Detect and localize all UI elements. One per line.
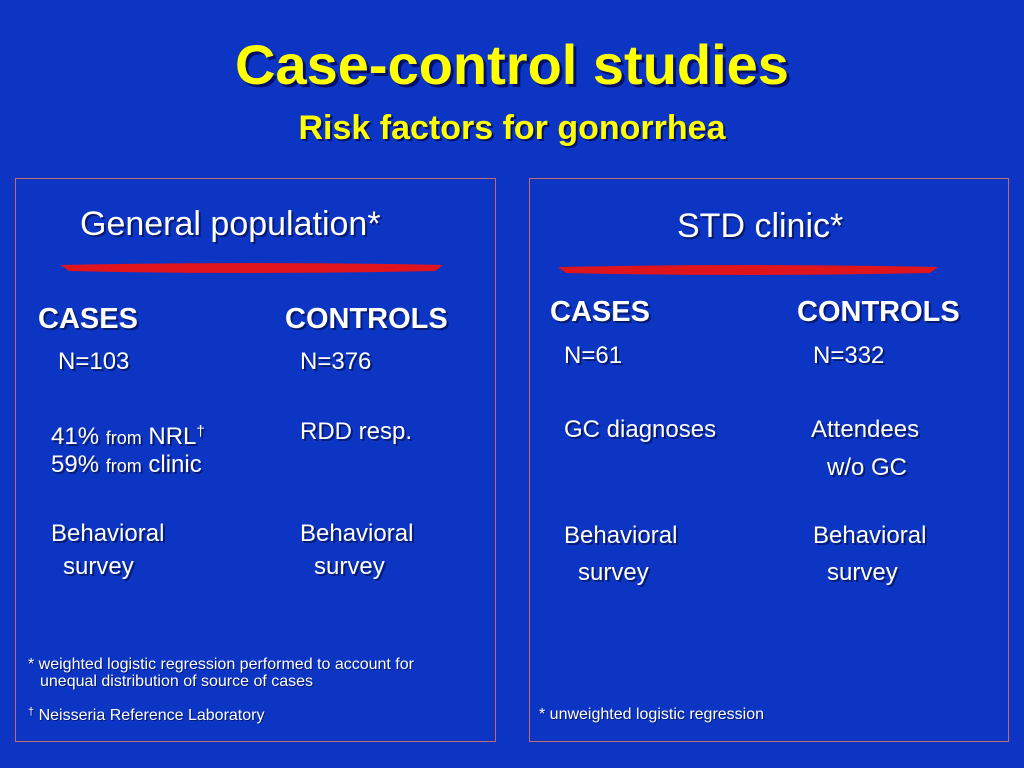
- footnote-weighted-line2: unequal distribution of source of cases: [40, 673, 314, 690]
- cases-source-nrl-name: NRL: [148, 423, 197, 450]
- controls-n: N=332: [813, 342, 885, 369]
- cases-source-clinic: [51, 448, 202, 483]
- cases-n: N=61: [564, 342, 623, 369]
- cases-method-line2: survey: [63, 553, 134, 580]
- controls-method-line1: Behavioral: [813, 522, 927, 549]
- slide-subtitle: Risk factors for gonorrhea: [298, 109, 726, 147]
- cases-source: GC diagnoses: [564, 416, 717, 443]
- footnote-weighted-line1: * weighted logistic regression performed to account for: [28, 656, 414, 673]
- cases-source-nrl-from: from: [105, 428, 142, 448]
- cases-method-line1: Behavioral: [564, 522, 678, 549]
- cases-source-clinic-pct: 59%: [51, 451, 100, 478]
- controls-header: CONTROLS: [285, 303, 448, 335]
- footnote-dagger: †: [28, 706, 35, 718]
- cases-n: N=103: [58, 348, 130, 375]
- cases-source-clinic-from: from: [105, 456, 142, 476]
- dagger-mark: †: [196, 423, 205, 440]
- controls-header: CONTROLS: [797, 296, 960, 328]
- cases-method-line2: survey: [578, 559, 649, 586]
- cases-source-clinic-name: clinic: [148, 451, 202, 478]
- std-clinic-panel: [529, 178, 1009, 742]
- cases-method-line1: Behavioral: [51, 520, 165, 547]
- heading-underline: [556, 263, 940, 277]
- controls-method-line2: survey: [827, 559, 898, 586]
- cases-header: CASES: [38, 303, 138, 335]
- panel-heading: General population*: [80, 205, 381, 243]
- footnote-nrl-text: Neisseria Reference Laboratory: [34, 707, 265, 724]
- footnote-unweighted: * unweighted logistic regression: [539, 706, 765, 723]
- controls-n: N=376: [300, 348, 372, 375]
- controls-source-line2: w/o GC: [827, 454, 908, 481]
- controls-method-line1: Behavioral: [300, 520, 414, 547]
- footnote-nrl: [28, 704, 264, 724]
- panel-heading: STD clinic*: [677, 207, 844, 245]
- general-population-panel: [15, 178, 496, 742]
- controls-method-line2: survey: [314, 553, 385, 580]
- controls-source: RDD resp.: [300, 418, 413, 445]
- slide-title: Case-control studies: [235, 33, 789, 96]
- cases-header: CASES: [550, 296, 650, 328]
- controls-source-line1: Attendees: [811, 416, 920, 443]
- cases-source-nrl-pct: 41%: [51, 423, 100, 450]
- heading-underline: [59, 261, 445, 275]
